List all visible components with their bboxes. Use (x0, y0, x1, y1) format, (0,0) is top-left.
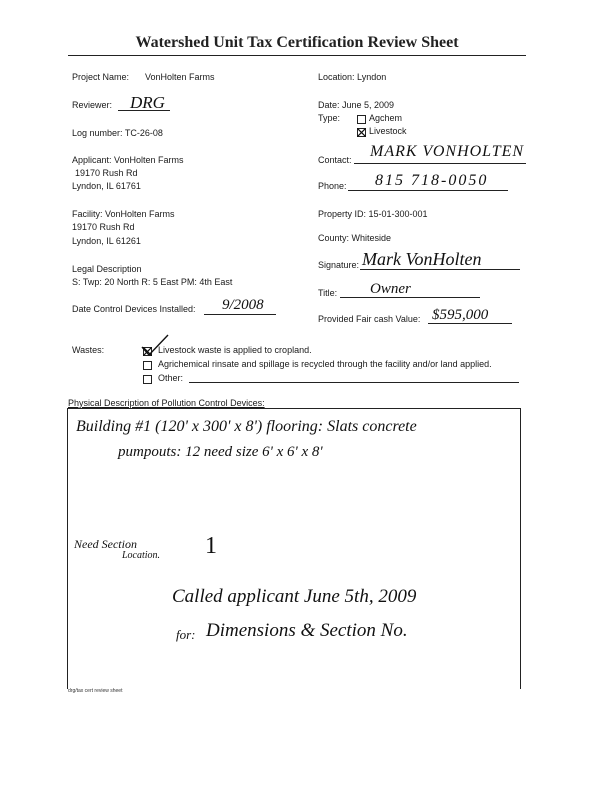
location: Location: Lyndon (318, 72, 387, 82)
reviewer-label: Reviewer: (72, 100, 113, 110)
page-title: Watershed Unit Tax Certification Review Sheet (135, 34, 459, 51)
review-date: Date: June 5, 2009 (318, 100, 395, 110)
note-location: Location. (122, 550, 161, 561)
waste-option-livestock: Livestock waste is applied to cropland. (158, 345, 312, 355)
fair-cash-value: $595,000 (432, 307, 489, 323)
phone-underline (348, 190, 508, 191)
date-control-value: 9/2008 (222, 297, 264, 313)
phone-value: 815 718-0050 (375, 172, 489, 189)
legal-description-text: S: Twp: 20 North R: 5 East PM: 4th East (72, 277, 233, 287)
physical-line-2: pumpouts: 12 need size 6' x 6' x 8' (118, 444, 323, 460)
fair-cash-label: Provided Fair cash Value: (318, 314, 421, 324)
waste-agrichemical-checkbox[interactable] (143, 361, 152, 370)
contact-label: Contact: (318, 155, 352, 165)
type-agchem-checkbox[interactable] (357, 115, 366, 124)
type-agchem-label: Agchem (369, 113, 403, 123)
title-value: Owner (370, 281, 411, 297)
note-for-label: for: (176, 627, 196, 642)
date-control-label: Date Control Devices Installed: (72, 304, 196, 314)
footer-text: drg/tax cert review sheet (68, 688, 123, 694)
type-livestock-checkbox[interactable] (357, 128, 366, 137)
physical-description-heading: Physical Description of Pollution Control Devices: (68, 398, 265, 408)
note-need-section: Need Section (74, 537, 137, 551)
waste-other-underline (189, 382, 519, 383)
waste-other-checkbox[interactable] (143, 375, 152, 384)
note-dimensions-section: Dimensions & Section No. (206, 620, 408, 641)
physical-line-1: Building #1 (120' x 300' x 8') flooring: Slats concrete (76, 418, 417, 435)
project-name-value: VonHolten Farms (145, 72, 215, 82)
log-number: Log number: TC-26-08 (72, 128, 163, 138)
phone-label: Phone: (318, 181, 347, 191)
facility-line3: Lyndon, IL 61261 (72, 236, 141, 246)
facility-line2: 19170 Rush Rd (72, 222, 135, 232)
type-livestock-label: Livestock (369, 126, 407, 136)
title-divider (68, 55, 526, 56)
project-name-label: Project Name: (72, 72, 130, 82)
waste-option-agrichemical: Agrichemical rinsate and spillage is recycled through the facility and/or land applied. (158, 359, 492, 369)
county: County: Whiteside (318, 233, 392, 243)
applicant-line1: Applicant: VonHolten Farms (72, 155, 184, 165)
applicant-line3: Lyndon, IL 61761 (72, 181, 141, 191)
legal-description-label: Legal Description (72, 264, 142, 274)
signature-value: Mark VonHolten (362, 249, 482, 269)
waste-option-other: Other: (158, 373, 184, 383)
reviewer-value: DRG (130, 93, 165, 112)
property-id: Property ID: 15-01-300-001 (318, 209, 428, 219)
contact-underline (354, 163, 526, 164)
type-label: Type: (318, 113, 341, 123)
title-label: Title: (318, 288, 338, 298)
signature-label: Signature: (318, 260, 360, 270)
applicant-line2: 19170 Rush Rd (75, 168, 138, 178)
facility-line1: Facility: VonHolten Farms (72, 209, 175, 219)
note-called-applicant: Called applicant June 5th, 2009 (172, 586, 417, 607)
contact-value: MARK VONHOLTEN (370, 143, 525, 160)
checkmark-icon (357, 128, 366, 137)
wastes-label: Wastes: (72, 345, 105, 355)
note-section-number: 1 (205, 533, 217, 559)
date-control-underline (204, 314, 276, 315)
